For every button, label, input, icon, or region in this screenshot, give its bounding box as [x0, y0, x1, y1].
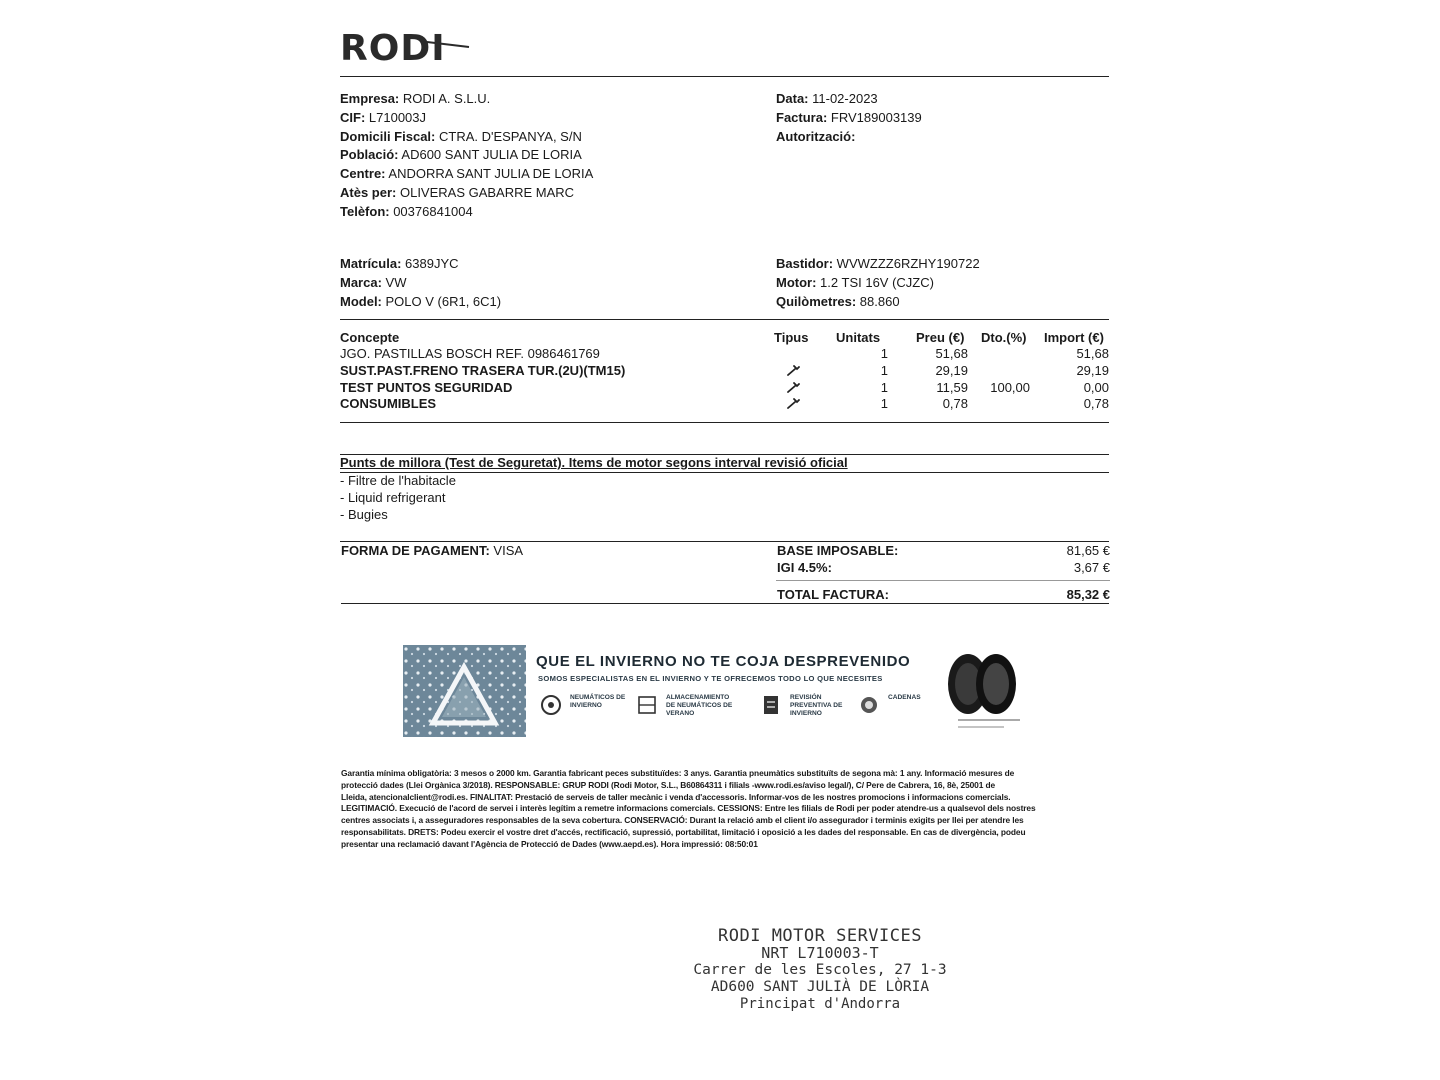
vehicle-field-label: Model:	[340, 293, 382, 309]
stamp-line: NRT L710003-T	[761, 944, 879, 962]
company-stamp	[690, 928, 950, 1013]
item-concepte: CONSUMIBLES	[340, 396, 437, 412]
banner-feature	[540, 694, 640, 721]
snowflake-tire-icon	[540, 694, 562, 721]
col-concepte: Concepte	[340, 330, 400, 345]
payment-bottom-divider	[341, 603, 1109, 604]
vehicle-field-label: Matrícula:	[340, 256, 402, 271]
item-import: 0,78	[1083, 396, 1109, 412]
stamp-line: AD600 SANT JULIÀ DE LÒRIA	[710, 979, 930, 995]
igi-value: 3,67 €	[1073, 560, 1110, 575]
company-field-label: Atès per:	[340, 184, 397, 200]
invoice-field-row	[776, 90, 922, 109]
legal-text	[341, 768, 1111, 851]
item-import: 51,68	[1076, 346, 1109, 361]
company-field-label: Centre:	[340, 166, 386, 182]
stamp-line: Principat d'Andorra	[739, 996, 901, 1012]
base-label: BASE IMPOSABLE:	[777, 543, 899, 558]
banner-headline: QUE EL INVIERNO NO TE COJA DESPREVENIDO	[536, 653, 911, 670]
table-row	[340, 380, 1110, 397]
banner-feature-label: CADENAS	[888, 694, 921, 701]
igi-label: IGI 4.5%:	[777, 560, 832, 575]
stamp-line: Carrer de les Escoles, 27 1-3	[693, 962, 947, 978]
improvement-item: - Bugies	[340, 507, 388, 523]
storage-icon	[636, 694, 658, 721]
tires-icon	[944, 648, 1024, 732]
vehicle-field-value: POLO V (6R1, 6C1)	[381, 293, 502, 309]
banner-feature-label: ALMACENAMIENTO DE NEUMÁTICOS DE VERANO	[666, 694, 733, 717]
item-dto: 100,00	[990, 379, 1030, 395]
checklist-icon	[760, 694, 782, 721]
legal-line: centres associats i, a asseguradores responsables de la seva cobertura. CONSERVACIÓ: Durant la relació amb el client i/o assegurador i terminis exigits per llei per atendre les	[341, 815, 1024, 826]
chain-icon	[858, 694, 880, 721]
vehicle-field-value: 88.860	[856, 293, 900, 309]
banner-snow-image	[403, 645, 526, 737]
banner-feature	[636, 694, 736, 721]
company-field-row	[340, 146, 593, 165]
company-field-row	[340, 184, 593, 203]
total-label: TOTAL FACTURA:	[777, 587, 889, 602]
item-unitats: 1	[880, 362, 888, 378]
legal-line: Lleida, atencionalclient@rodi.es. FINALITAT: Prestació de serveis de taller mecànic i venda d'accessoris. Informar-vos de les nostres promocions i informacions comercials.	[341, 791, 1011, 802]
company-field-value: OLIVERAS GABARRE MARC	[396, 184, 575, 200]
improvement-item: - Liquid refrigerant	[340, 490, 446, 506]
wrench-icon	[786, 398, 800, 413]
invoice-field-row	[776, 128, 922, 147]
banner-feature	[858, 694, 958, 721]
invoice-field-value: FRV189003139	[827, 109, 922, 125]
legal-line: LEGITIMACIÓ. Execució de l'acord de servei i interès legítim a remetre informacions comercials. CESSIONS: Entre les filials de Rodi per poder atendre-us a qualsevol dels nostres	[341, 803, 1036, 814]
item-import: 29,19	[1076, 362, 1109, 378]
header-divider	[340, 76, 1109, 77]
wrench-icon	[786, 365, 800, 380]
col-unitats: Unitats	[836, 330, 881, 345]
improvement-item: - Filtre de l'habitacle	[340, 473, 456, 488]
payment-method-value: VISA	[493, 543, 524, 558]
legal-line: Garantia mínima obligatòria: 3 mesos o 2000 km. Garantia fabricant peces substituïdes: 3 anys. Garantia pneumàtics substituïts de segona mà: 1 any. Informació mesures de	[341, 768, 1015, 778]
company-field-label: Telèfon:	[340, 203, 390, 219]
company-field-value: 00376841004	[389, 203, 473, 219]
logo-swoosh-icon	[425, 38, 471, 52]
banner-feature-label: NEUMÁTICOS DE INVIERNO	[570, 694, 626, 709]
banner-feature	[760, 694, 860, 721]
items-table-body	[340, 346, 1110, 413]
stamp-line: RODI MOTOR SERVICES	[718, 926, 922, 946]
vehicle-divider	[340, 319, 1109, 320]
company-field-label: Població:	[340, 147, 399, 163]
improvements-list	[340, 472, 456, 524]
item-preu: 51,68	[935, 346, 968, 361]
payment-method	[341, 542, 523, 561]
banner-subline: SOMOS ESPECIALISTAS EN EL INVIERNO Y TE OFRECEMOS TODO LO QUE NECESITES	[538, 674, 883, 683]
col-dto: Dto.(%)	[981, 330, 1027, 345]
col-import: Import (€)	[1044, 330, 1104, 345]
vehicle-field-row	[776, 274, 980, 293]
invoice-field-row	[776, 109, 922, 128]
wrench-icon	[786, 382, 800, 397]
company-field-row	[340, 128, 593, 147]
company-field-label: CIF:	[340, 109, 366, 125]
vehicle-field-label: Motor:	[776, 274, 817, 290]
company-field-row	[340, 165, 593, 184]
banner-feature-label: REVISIÓN PREVENTIVA DE INVIERNO	[790, 694, 843, 717]
legal-line: responsabilitats. DRETS: Podeu exercir el vostre dret d'accés, rectificació, supressió, portabilitat, limitació i oposició a les dades del responsable. En cas de divergència, podeu	[341, 826, 1026, 837]
banner-features	[540, 694, 940, 724]
base-value: 81,65 €	[1066, 543, 1110, 558]
company-field-label: Domicili Fiscal:	[340, 128, 436, 144]
col-tipus: Tipus	[774, 330, 809, 345]
items-table-header	[340, 330, 1110, 346]
vehicle-info-left	[340, 255, 501, 311]
vehicle-field-row	[340, 274, 501, 293]
total-value: 85,32 €	[1066, 587, 1110, 602]
company-field-row	[340, 109, 593, 128]
table-bottom-divider	[340, 422, 1109, 423]
company-field-value: AD600 SANT JULIA DE LORIA	[398, 147, 582, 163]
col-preu: Preu (€)	[916, 330, 965, 345]
invoice-field-label: Autorització:	[776, 128, 856, 144]
company-field-row	[340, 203, 593, 222]
legal-line: protecció dades (Llei Orgànica 3/2018). RESPONSABLE: GRUP RODI (Rodi Motor, S.L., B60864311 i filials -www.rodi.es/aviso legal/), C/ Pere de Cabrera, 16, 8è, 25001 de	[341, 779, 996, 790]
item-concepte: JGO. PASTILLAS BOSCH REF. 0986461769	[340, 346, 600, 361]
company-field-value: CTRA. D'ESPANYA, S/N	[435, 128, 582, 144]
vehicle-field-row	[776, 293, 980, 312]
vehicle-field-value: WVWZZZ6RZHY190722	[833, 256, 980, 271]
vehicle-field-row	[776, 255, 980, 274]
total-divider	[776, 580, 1110, 581]
item-import: 0,00	[1083, 379, 1109, 395]
item-preu: 29,19	[935, 362, 968, 378]
vehicle-field-label: Quilòmetres:	[776, 293, 857, 309]
table-row	[340, 396, 1110, 413]
company-field-label: Empresa:	[340, 91, 400, 106]
vehicle-info-right	[776, 255, 980, 311]
company-field-value: L710003J	[365, 109, 427, 125]
vehicle-field-label: Marca:	[340, 274, 382, 290]
warning-triangle-icon	[403, 645, 526, 737]
vehicle-field-value: 1.2 TSI 16V (CJZC)	[816, 274, 934, 290]
invoice-field-label: Factura:	[776, 109, 828, 125]
item-concepte: TEST PUNTOS SEGURIDAD	[340, 379, 513, 395]
vehicle-field-label: Bastidor:	[776, 256, 834, 271]
vehicle-field-row	[340, 255, 501, 274]
invoice-info	[776, 90, 922, 146]
company-info	[340, 90, 593, 222]
logo-text: RODI	[340, 28, 446, 69]
invoice-field-value: 11-02-2023	[808, 91, 878, 106]
item-unitats: 1	[880, 396, 888, 412]
item-unitats: 1	[880, 379, 888, 395]
payment-method-label: FORMA DE PAGAMENT:	[341, 543, 490, 558]
vehicle-field-value: 6389JYC	[401, 256, 459, 271]
invoice-field-label: Data:	[776, 91, 809, 106]
table-row	[340, 363, 1110, 380]
company-field-row	[340, 90, 593, 109]
company-field-value: ANDORRA SANT JULIA DE LORIA	[385, 166, 594, 182]
vehicle-field-value: VW	[381, 274, 407, 290]
table-row	[340, 346, 1110, 363]
item-concepte: SUST.PAST.FRENO TRASERA TUR.(2U)(TM15)	[340, 362, 626, 378]
vehicle-field-row	[340, 293, 501, 312]
item-preu: 11,59	[936, 379, 968, 395]
improvements-title: Punts de millora (Test de Seguretat). Items de motor segons interval revisió oficial	[340, 455, 848, 470]
legal-line: presentar una reclamació davant l'Agència de Protecció de Dades (www.aepd.es). Hora impressió: 08:50:01	[341, 838, 758, 849]
item-unitats: 1	[880, 346, 888, 361]
company-field-value: RODI A. S.L.U.	[399, 91, 491, 106]
item-preu: 0,78	[942, 396, 968, 412]
